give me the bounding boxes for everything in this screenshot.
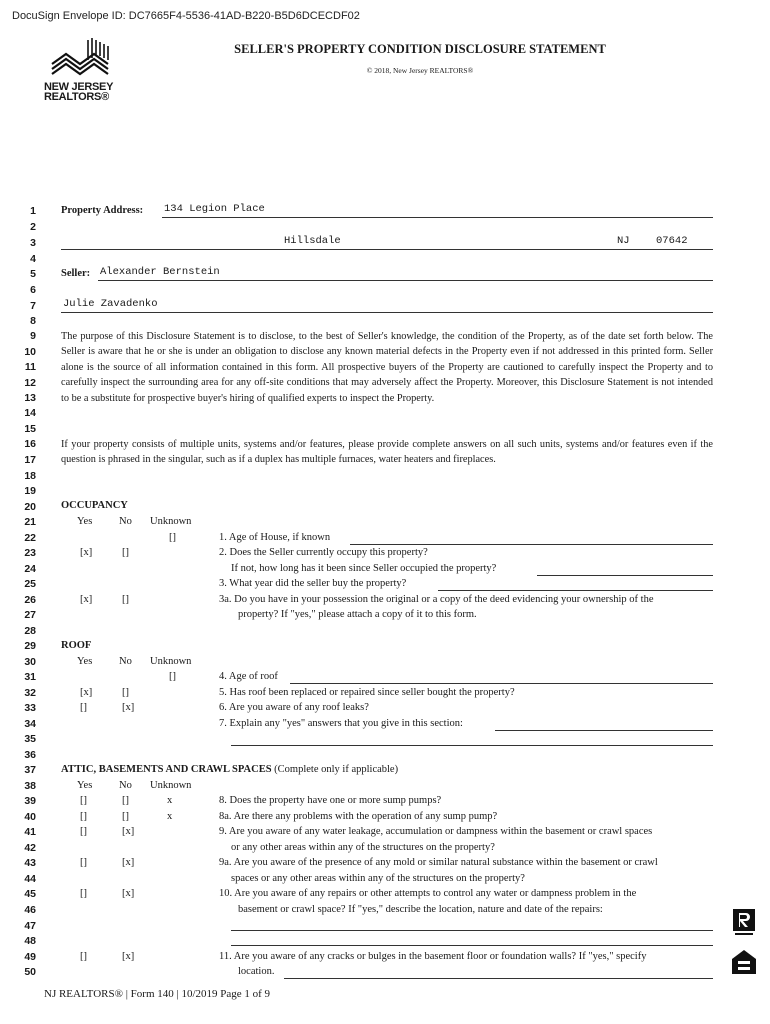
col-unknown-header: Unknown: [150, 656, 192, 667]
purpose-paragraph: The purpose of this Disclosure Statement is to disclose, to the best of Seller's knowledge, the condition of the Property, as of the date set forth below. The Seller is aware that he or she is under an obligation to disclose any known material defects in the Property even if not addressed in this printed form. Seller alone is the source of all information contained in this form. All prospective buyers of the Property are cautioned to carefully inspect the Property and to carefully inspect the surrounding area for any off-site conditions that may adversely affect the Property. Moreover, this Disclosure Statement is not intended to be a substitute for prospective buyer's hiring of qualified experts to inspect the Property.: [61, 331, 713, 404]
line-number: 36: [24, 749, 36, 761]
line-number: 9: [30, 330, 36, 342]
q11-yes-checkbox[interactable]: []: [80, 951, 87, 962]
col-no-header: No: [119, 780, 132, 791]
q9a-text-line2: spaces or any other areas within any of the structures on the property?: [231, 873, 525, 884]
line-number: 28: [24, 625, 36, 637]
line-number: 45: [24, 888, 36, 900]
line-number: 1: [30, 205, 36, 217]
line-number: 31: [24, 671, 36, 683]
seller-2-field[interactable]: Julie Zavadenko: [63, 298, 158, 310]
q2-yes-checkbox[interactable]: [x]: [80, 547, 93, 558]
q1-answer-line: [350, 544, 713, 545]
line-number: 19: [24, 485, 36, 497]
line-number: 20: [24, 501, 36, 513]
col-no-header: No: [119, 656, 132, 667]
q8-unknown-mark[interactable]: x: [167, 795, 173, 806]
zip-field[interactable]: 07642: [656, 235, 688, 247]
q8a-unknown-mark[interactable]: x: [167, 811, 173, 822]
line-number: 50: [24, 966, 36, 978]
q4-text: 4. Age of roof: [219, 671, 278, 682]
logo-text: NEW JERSEY REALTORS®: [44, 81, 114, 103]
q4-answer-line: [290, 683, 713, 684]
line-number: 35: [24, 733, 36, 745]
q8-yes-checkbox[interactable]: []: [80, 795, 87, 806]
q8a-no-checkbox[interactable]: []: [122, 811, 129, 822]
line-number: 3: [30, 237, 36, 249]
q10-no-checkbox[interactable]: [x]: [122, 888, 135, 899]
q2-text: 2. Does the Seller currently occupy this property?: [219, 547, 428, 558]
q9a-text-line1: 9a. Are you aware of the presence of any mold or similar natural substance within the basement or crawl: [219, 857, 658, 868]
attic-heading: ATTIC, BASEMENTS AND CRAWL SPACES: [61, 764, 272, 775]
q3a-yes-checkbox[interactable]: [x]: [80, 594, 93, 605]
q10-answer-line-2[interactable]: [231, 945, 713, 946]
col-unknown-header: Unknown: [150, 780, 192, 791]
q11-text-line2: location.: [238, 966, 275, 977]
q3-answer-line: [438, 590, 713, 591]
line-number: 11: [24, 361, 36, 373]
q4-unknown-checkbox[interactable]: []: [169, 671, 176, 682]
q6-no-checkbox[interactable]: [x]: [122, 702, 135, 713]
roof-heading: ROOF: [61, 640, 92, 651]
q10-text-line2: basement or crawl space? If "yes," describe the location, nature and date of the repairs:: [238, 904, 603, 915]
property-address-field[interactable]: 134 Legion Place: [164, 203, 265, 215]
line-number: 42: [24, 842, 36, 854]
line-number: 4: [30, 253, 36, 265]
q5-no-checkbox[interactable]: []: [122, 687, 129, 698]
city-field[interactable]: Hillsdale: [284, 235, 341, 247]
line-number: 2: [30, 221, 36, 233]
realtor-r-icon: [732, 908, 756, 938]
q11-text-line1: 11. Are you aware of any cracks or bulges in the basement floor or foundation walls? If "yes," specify: [219, 951, 647, 962]
q7-answer-line-2[interactable]: [231, 745, 713, 746]
property-address-label: Property Address:: [61, 205, 144, 216]
attic-heading-note: (Complete only if applicable): [274, 764, 399, 775]
state-field[interactable]: NJ: [617, 235, 630, 247]
q3-text: 3. What year did the seller buy the property?: [219, 578, 407, 589]
q10-yes-checkbox[interactable]: []: [80, 888, 87, 899]
seller-line-2: [61, 312, 713, 313]
q11-no-checkbox[interactable]: [x]: [122, 951, 135, 962]
line-number: 22: [24, 532, 36, 544]
line-number: 12: [24, 377, 36, 389]
line-number: 32: [24, 687, 36, 699]
q1-unknown-checkbox[interactable]: []: [169, 532, 176, 543]
q11-answer-line[interactable]: [284, 978, 713, 979]
q3a-text-line2: property? If "yes," please attach a copy of it to this form.: [238, 609, 477, 620]
line-number: 17: [24, 454, 36, 466]
q7-text: 7. Explain any "yes" answers that you give in this section:: [219, 718, 463, 729]
line-number: 18: [24, 470, 36, 482]
envelope-id: DocuSign Envelope ID: DC7665F4-5536-41AD-B220-B5D6DCECDF02: [12, 10, 360, 22]
line-number: 21: [24, 516, 36, 528]
line-number: 33: [24, 702, 36, 714]
line-number: 49: [24, 951, 36, 963]
q2-followup-line: [537, 575, 713, 576]
line-number: 46: [24, 904, 36, 916]
seller-label: Seller:: [61, 268, 91, 279]
attic-heading-wrap: [61, 764, 398, 775]
page-footer: NJ REALTORS® | Form 140 | 10/2019 Page 1 of 9: [44, 988, 271, 1000]
col-yes-header: Yes: [77, 780, 93, 791]
q10-text-line1: 10. Are you aware of any repairs or other attempts to control any water or dampness problem in the: [219, 888, 637, 899]
line-number: 39: [24, 795, 36, 807]
q9a-yes-checkbox[interactable]: []: [80, 857, 87, 868]
line-number: 26: [24, 594, 36, 606]
copyright: © 2018, New Jersey REALTORS®: [366, 66, 474, 75]
line-number: 14: [24, 407, 36, 419]
q8-no-checkbox[interactable]: []: [122, 795, 129, 806]
line-number: 37: [24, 764, 36, 776]
seller-line-1: [98, 280, 713, 281]
line-number: 25: [24, 578, 36, 590]
line-number: 23: [24, 547, 36, 559]
line-number: 13: [24, 392, 36, 404]
line-number: 29: [24, 640, 36, 652]
q8-text: 8. Does the property have one or more sump pumps?: [219, 795, 442, 806]
line-number: 41: [24, 826, 36, 838]
q6-text: 6. Are you aware of any roof leaks?: [219, 702, 369, 713]
line-number: 40: [24, 811, 36, 823]
multiple-units-paragraph: If your property consists of multiple units, systems and/or features, please provide complete answers on all such units, systems and/or features even if the question is phrased in the singular, such as if a duplex has multiple furnaces, water heaters and fireplaces.: [61, 439, 713, 466]
city-state-zip-line: [61, 249, 713, 250]
q9-no-checkbox[interactable]: [x]: [122, 826, 135, 837]
q9-text-line1: 9. Are you aware of any water leakage, accumulation or dampness within the basement or crawl spaces: [219, 826, 653, 837]
q2-followup-text: If not, how long has it been since Seller occupied the property?: [231, 563, 497, 574]
q10-answer-line-1[interactable]: [231, 930, 713, 931]
occupancy-heading: OCCUPANCY: [61, 500, 128, 511]
q5-text: 5. Has roof been replaced or repaired since seller bought the property?: [219, 687, 515, 698]
q9-text-line2: or any other areas within any of the structures on the property?: [231, 842, 495, 853]
q2-no-checkbox[interactable]: []: [122, 547, 129, 558]
q6-yes-checkbox[interactable]: []: [80, 702, 87, 713]
line-number: 8: [30, 315, 36, 327]
line-number: 10: [24, 346, 36, 358]
line-number: 15: [24, 423, 36, 435]
line-number: 16: [24, 438, 36, 450]
seller-1-field[interactable]: Alexander Bernstein: [100, 266, 220, 278]
line-number: 34: [24, 718, 36, 730]
equal-housing-icon: [730, 948, 758, 976]
q7-answer-line-1[interactable]: [495, 730, 713, 731]
line-number: 27: [24, 609, 36, 621]
col-unknown-header: Unknown: [150, 516, 192, 527]
page-title: SELLER'S PROPERTY CONDITION DISCLOSURE STATEMENT: [234, 42, 606, 56]
q3a-no-checkbox[interactable]: []: [122, 594, 129, 605]
line-number: 30: [24, 656, 36, 668]
line-number: 47: [24, 920, 36, 932]
col-no-header: No: [119, 516, 132, 527]
q1-text: 1. Age of House, if known: [219, 532, 331, 543]
line-number: 44: [24, 873, 36, 885]
q8a-text: 8a. Are there any problems with the operation of any sump pump?: [219, 811, 498, 822]
q5-yes-checkbox[interactable]: [x]: [80, 687, 93, 698]
col-yes-header: Yes: [77, 516, 93, 527]
col-yes-header: Yes: [77, 656, 93, 667]
q9a-no-checkbox[interactable]: [x]: [122, 857, 135, 868]
property-address-line: [162, 217, 713, 218]
line-number: 43: [24, 857, 36, 869]
q3a-text-line1: 3a. Do you have in your possession the original or a copy of the deed evidencing your ownership of the: [219, 594, 654, 605]
line-number: 48: [24, 935, 36, 947]
line-number: 6: [30, 284, 36, 296]
line-number: 24: [24, 563, 36, 575]
line-number: 5: [30, 268, 36, 280]
line-number: 38: [24, 780, 36, 792]
q8a-yes-checkbox[interactable]: []: [80, 811, 87, 822]
q9-yes-checkbox[interactable]: []: [80, 826, 87, 837]
line-number: 7: [30, 300, 36, 312]
